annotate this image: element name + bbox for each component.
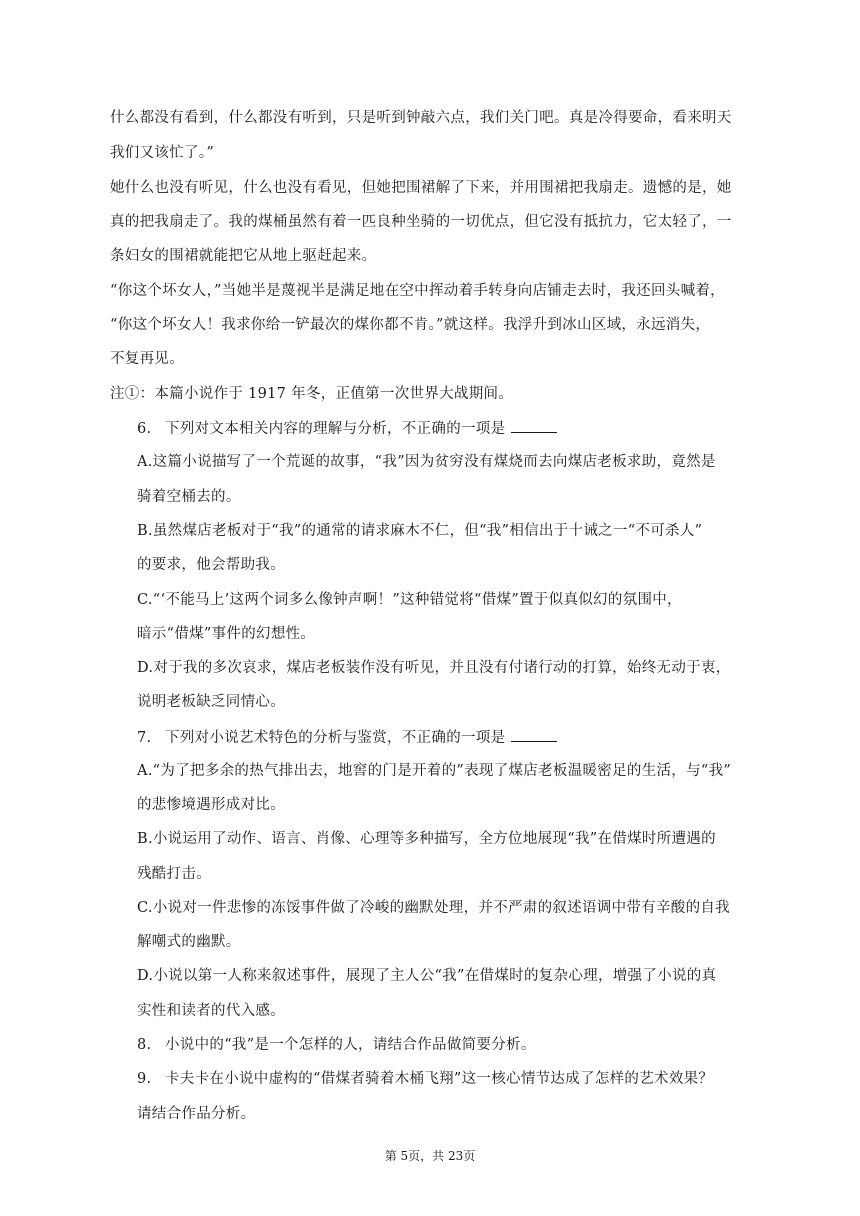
question-number: 9. xyxy=(137,1071,152,1087)
option-a-cont: 的悲惨境遇形成对比。 xyxy=(137,797,285,813)
question-number: 6. xyxy=(137,421,152,437)
passage-line: 条妇女的围裙就能把它从地上驱赶起来。 xyxy=(110,248,377,264)
option-c: C.“‘不能马上’这两个词多么像钟声啊！”这种错觉将“借煤”置于似真似幻的氛围中， xyxy=(137,592,682,608)
footnote: 注①：本篇小说作于 1917 年冬，正值第一次世界大战期间。 xyxy=(110,386,514,402)
question-text: 下列对文本相关内容的理解与分析，不正确的一项是 xyxy=(165,421,506,437)
question-number: 8. xyxy=(137,1037,152,1053)
passage-line: “你这个坏女人，”当她半是蔑视半是满足地在空中挥动着手转身向店铺走去时，我还回头喊着， xyxy=(110,283,725,299)
question-8-stem xyxy=(137,1035,797,1055)
option-c-cont: 暗示“借煤”事件的幻想性。 xyxy=(137,626,316,642)
question-7-stem xyxy=(137,727,797,748)
question-number: 7. xyxy=(137,730,152,746)
passage-line: 什么都没有看到，什么都没有听到，只是听到钟敲六点，我们关门吧。真是冷得要命，看来明天 xyxy=(110,110,732,126)
option-b-cont: 的要求，他会帮助我。 xyxy=(137,557,285,573)
option-d: D.小说以第一人称来叙述事件，展现了主人公“我”在借煤时的复杂心理，增强了小说的真 xyxy=(137,968,717,984)
question-text: 下列对小说艺术特色的分析与鉴赏，不正确的一项是 xyxy=(165,730,506,746)
option-b: B.小说运用了动作、语言、肖像、心理等多种描写，全方位地展现“我”在借煤时所遭遇的 xyxy=(137,831,716,847)
passage-line: 真的把我扇走了。我的煤桶虽然有着一匹良种坐骑的一切优点，但它没有抵抗力，它太轻了，一 xyxy=(110,214,732,230)
passage-line: 我们又该忙了。” xyxy=(110,145,215,161)
option-c-cont: 解嘲式的幽默。 xyxy=(137,934,241,950)
answer-blank[interactable] xyxy=(511,727,557,742)
option-d-cont: 实性和读者的代入感。 xyxy=(137,1003,285,1019)
question-9-stem-cont: 请结合作品分析。 xyxy=(137,1106,256,1122)
page-footer: 第 5页，共 23页 xyxy=(384,1149,476,1163)
passage-line: 她什么也没有听见，什么也没有看见，但她把围裙解了下来，并用围裙把我扇走。遗憾的是，她 xyxy=(110,180,732,196)
option-a-cont: 骑着空桶去的。 xyxy=(137,489,241,505)
option-a: A.这篇小说描写了一个荒诞的故事，“我”因为贫穷没有煤烧而去向煤店老板求助，竟然是 xyxy=(137,454,716,470)
option-b-cont: 残酷打击。 xyxy=(137,866,211,882)
option-a: A.“为了把多余的热气排出去，地窖的门是开着的”表现了煤店老板温暖密足的生活，与“我” xyxy=(137,763,732,779)
question-text: 小说中的“我”是一个怎样的人，请结合作品做简要分析。 xyxy=(165,1037,536,1053)
passage-line: 不复再见。 xyxy=(110,351,184,367)
option-d-cont: 说明老板缺乏同情心。 xyxy=(137,694,285,710)
question-9-stem xyxy=(137,1069,797,1089)
option-d: D.对于我的多次哀求，煤店老板装作没有听见，并且没有付诸行动的打算，始终无动于衷， xyxy=(137,660,731,676)
answer-blank[interactable] xyxy=(511,418,557,433)
question-6-stem xyxy=(137,418,797,439)
question-text: 卡夫卡在小说中虚构的“借煤者骑着木桶飞翔”这一核心情节达成了怎样的艺术效果？ xyxy=(165,1071,714,1087)
option-c: C.小说对一件悲惨的冻馁事件做了冷峻的幽默处理，并不严肃的叙述语调中带有辛酸的自我 xyxy=(137,900,730,916)
passage-line: “你这个坏女人！我求你给一铲最次的煤你都不肯。”就这样。我浮升到冰山区域，永远消失， xyxy=(110,317,711,333)
option-b: B.虽然煤店老板对于“我”的通常的请求麻木不仁，但“我”相信出于十诫之一“不可杀人” xyxy=(137,523,703,539)
